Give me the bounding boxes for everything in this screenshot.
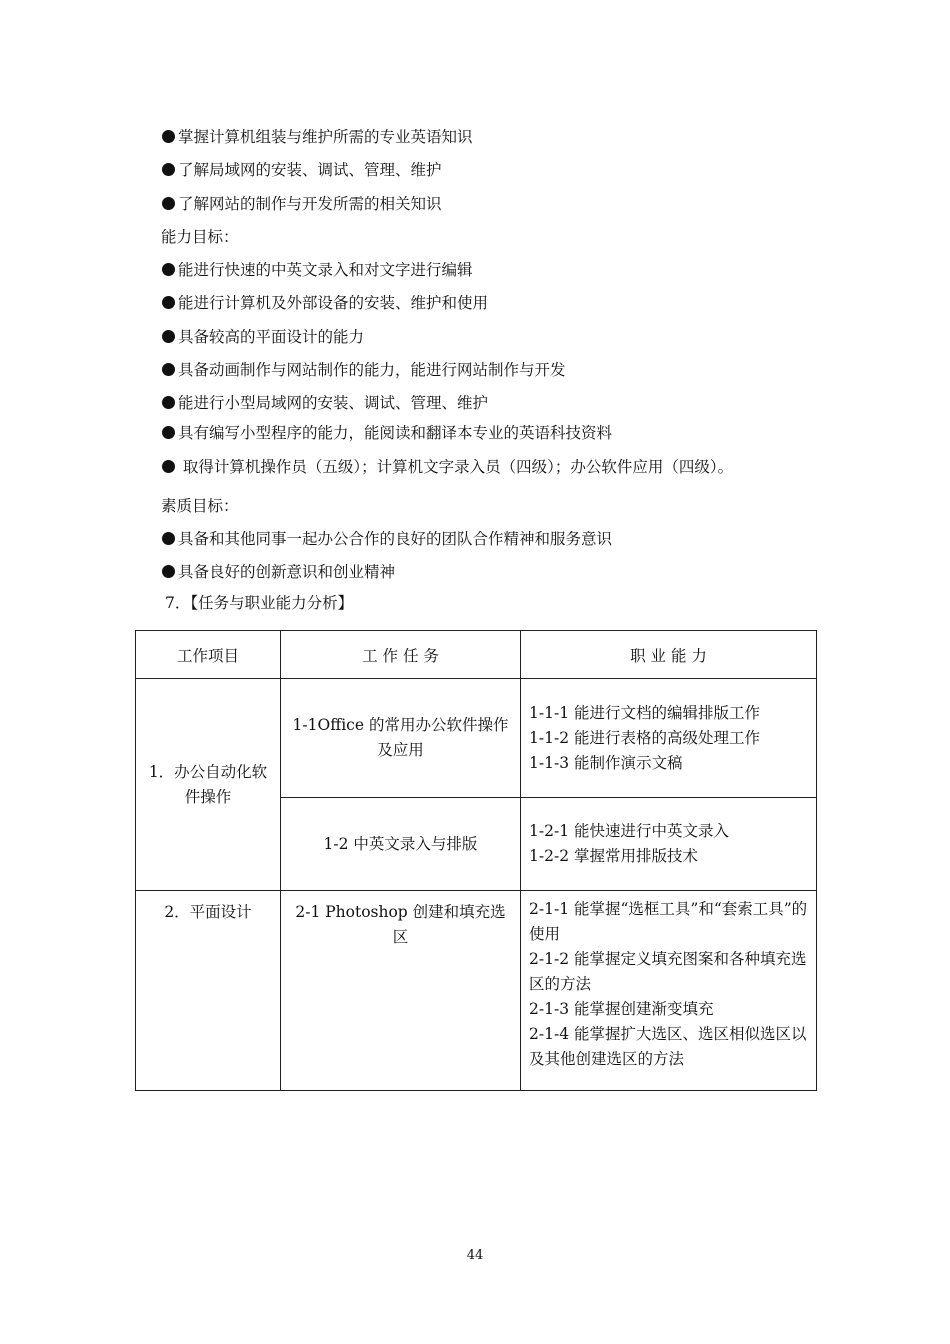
task-ability-table	[135, 630, 817, 1091]
knowledge-item-text: 了解网站的制作与开发所需的相关知识	[178, 195, 442, 213]
bullet-icon	[161, 424, 177, 440]
ability-item	[161, 457, 733, 477]
ability-line: 2-1-3 能掌握创建渐变填充	[529, 1000, 714, 1018]
ability-item-text: 具有编写小型程序的能力，能阅读和翻译本专业的英语科技资料	[178, 424, 613, 442]
bullet-icon	[161, 195, 177, 211]
ability-cell	[521, 679, 817, 798]
quality-item	[161, 562, 395, 582]
table-row	[136, 891, 817, 1091]
project-cell: 1．办公自动化软件操作	[136, 679, 281, 891]
header-task: 工 作 任 务	[281, 631, 521, 679]
ability-item-text: 取得计算机操作员（五级）；计算机文字录入员（四级）；办公软件应用（四级）。	[178, 458, 734, 476]
ability-item-text: 能进行快速的中英文录入和对文字进行编辑	[178, 261, 473, 279]
ability-item	[161, 327, 364, 347]
knowledge-item	[161, 194, 442, 214]
ability-item	[161, 393, 488, 413]
page-number: 44	[466, 1248, 484, 1263]
ability-item-text: 能进行小型局域网的安装、调试、管理、维护	[178, 394, 489, 412]
ability-item-text: 能进行计算机及外部设备的安装、维护和使用	[178, 294, 489, 312]
ability-line: 1-1-3 能制作演示文稿	[529, 753, 683, 772]
section-title: 7．【任务与职业能力分析】	[165, 594, 354, 612]
ability-line: 1-2-1 能快速进行中英文录入	[529, 822, 729, 840]
ability-cell	[521, 798, 817, 891]
ability-cell	[521, 891, 817, 1091]
ability-item-text: 具备较高的平面设计的能力	[178, 328, 365, 346]
ability-line: 1-2-2 掌握常用排版技术	[529, 847, 698, 865]
knowledge-item	[161, 160, 442, 180]
ability-item-text: 具备动画制作与网站制作的能力，能进行网站制作与开发	[178, 361, 566, 379]
quality-heading: 素质目标：	[161, 497, 239, 515]
table-row	[136, 679, 817, 798]
bullet-icon	[161, 128, 177, 144]
header-project: 工作项目	[136, 631, 281, 679]
knowledge-item	[161, 127, 473, 147]
ability-item	[161, 260, 473, 280]
ability-line: 2-1-4 能掌握扩大选区、选区相似选区以及其他创建选区的方法	[529, 1025, 807, 1068]
bullet-icon	[161, 458, 177, 474]
ability-line: 1-1-1 能进行文档的编辑排版工作	[529, 703, 760, 722]
knowledge-item-text: 了解局域网的安装、调试、管理、维护	[178, 161, 442, 179]
bullet-icon	[161, 530, 177, 546]
knowledge-item-text: 掌握计算机组装与维护所需的专业英语知识	[178, 128, 473, 146]
task-cell: 1-1Office 的常用办公软件操作及应用	[281, 679, 521, 798]
project-cell: 2．平面设计	[136, 891, 281, 1091]
ability-line: 2-1-1 能掌握“选框工具”和“套索工具”的使用	[529, 900, 808, 943]
ability-item	[161, 423, 612, 443]
ability-item	[161, 360, 566, 380]
quality-item-text: 具备良好的创新意识和创业精神	[178, 563, 396, 581]
ability-line: 1-1-2 能进行表格的高级处理工作	[529, 728, 760, 747]
bullet-icon	[161, 563, 177, 579]
bullet-icon	[161, 161, 177, 177]
bullet-icon	[161, 394, 177, 410]
ability-line: 2-1-2 能掌握定义填充图案和各种填充选区的方法	[529, 950, 807, 993]
bullet-icon	[161, 361, 177, 377]
quality-item-text: 具备和其他同事一起办公合作的良好的团队合作精神和服务意识	[178, 530, 613, 548]
header-ability: 职 业 能 力	[521, 631, 817, 679]
table-header-row	[136, 631, 817, 679]
task-cell: 2-1 Photoshop 创建和填充选区	[281, 891, 521, 1091]
bullet-icon	[161, 261, 177, 277]
bullet-icon	[161, 328, 177, 344]
task-cell: 1-2 中英文录入与排版	[281, 798, 521, 891]
ability-item	[161, 293, 488, 313]
bullet-icon	[161, 294, 177, 310]
ability-heading: 能力目标：	[161, 228, 239, 246]
quality-item	[161, 529, 612, 549]
